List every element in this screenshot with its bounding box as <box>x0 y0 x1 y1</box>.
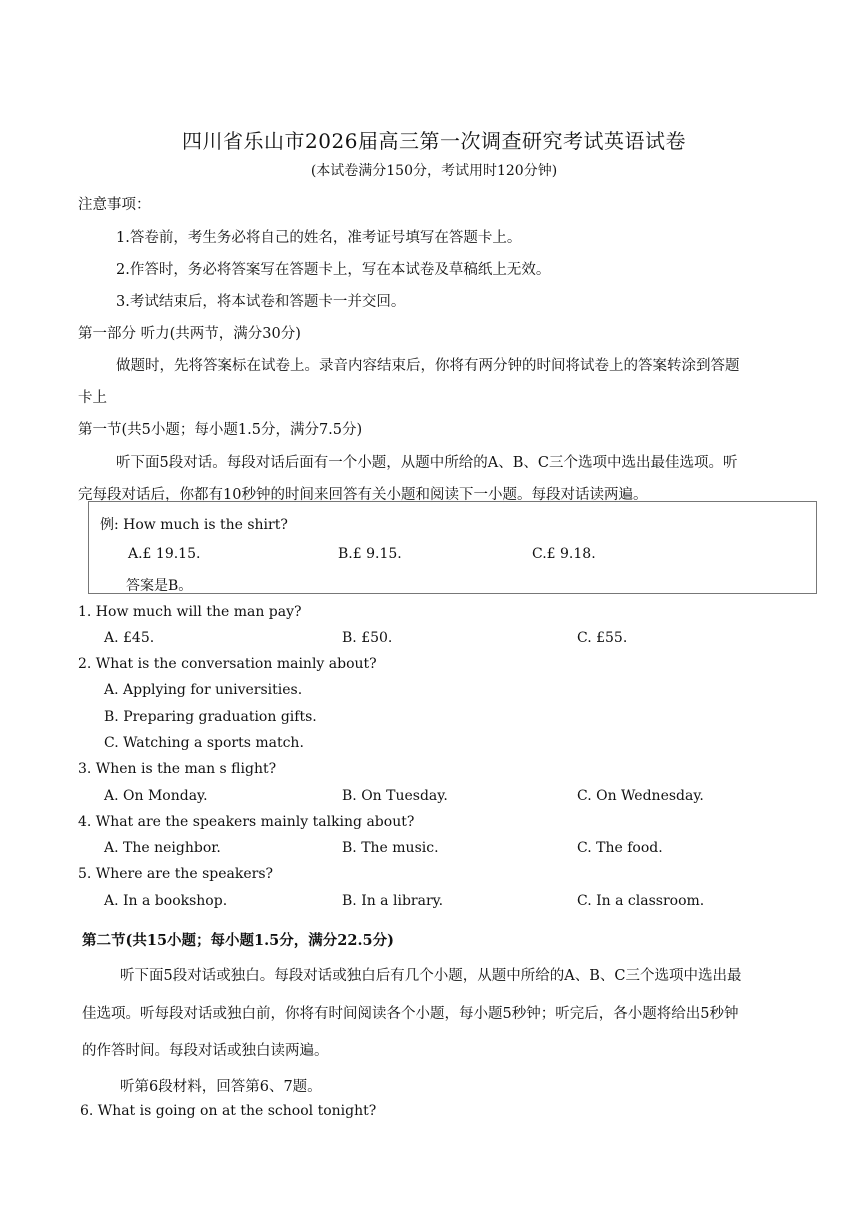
section2-instruction: 佳选项。听每段对话或独白前，你将有时间阅读各个小题，每小题5秒钟；听完后，各小题将给出5秒钟 <box>82 1006 739 1022</box>
option: A. On Monday. <box>104 788 208 804</box>
option: C. Watching a sports match. <box>104 735 304 751</box>
example-answer: 答案是B。 <box>126 578 193 594</box>
section2-heading: 第二节(共15小题；每小题1.5分，满分22.5分) <box>82 932 394 949</box>
note-item: 2.作答时，务必将答案写在答题卡上，写在本试卷及草稿纸上无效。 <box>116 262 551 278</box>
question: 5. Where are the speakers? <box>78 866 274 882</box>
part1-instruction: 卡上 <box>78 390 107 406</box>
option: A. £45. <box>104 630 155 646</box>
option: B. Preparing graduation gifts. <box>104 709 317 725</box>
option: A. In a bookshop. <box>104 893 228 909</box>
question: 1. How much will the man pay? <box>78 604 302 620</box>
section1-instruction: 完每段对话后，你都有10秒钟的时间来回答有关小题和阅读下一小题。每段对话读两遍。 <box>78 487 648 503</box>
question: 3. When is the man s flight? <box>78 761 277 777</box>
note-item: 3.考试结束后，将本试卷和答题卡一并交回。 <box>116 294 406 310</box>
option: C. £55. <box>577 630 628 646</box>
example-option: C.£ 9.18. <box>532 546 596 562</box>
question: 6. What is going on at the school tonight? <box>80 1103 377 1119</box>
page-subtitle: (本试卷满分150分，考试用时120分钟) <box>310 163 558 179</box>
question: 2. What is the conversation mainly about? <box>78 656 377 672</box>
option: B. On Tuesday. <box>342 788 448 804</box>
example-option: A.£ 19.15. <box>128 546 201 562</box>
notes-heading: 注意事项： <box>78 197 151 213</box>
option: A. Applying for universities. <box>104 682 303 698</box>
question: 4. What are the speakers mainly talking about? <box>78 814 415 830</box>
example-question: 例: How much is the shirt? <box>100 517 288 533</box>
option: B. The music. <box>342 840 439 856</box>
option: B. In a library. <box>342 893 444 909</box>
page-title: 四川省乐山市2026届高三第一次调查研究考试英语试卷 <box>182 129 686 153</box>
part1-heading: 第一部分 听力(共两节，满分30分) <box>78 326 301 342</box>
section2-instruction: 的作答时间。每段对话或独白读两遍。 <box>82 1043 329 1059</box>
option: C. In a classroom. <box>577 893 705 909</box>
example-option: B.£ 9.15. <box>338 546 402 562</box>
section1-heading: 第一节(共5小题；每小题1.5分，满分7.5分) <box>78 422 363 438</box>
part1-instruction: 做题时，先将答案标在试卷上。录音内容结束后，你将有两分钟的时间将试卷上的答案转涂到答题 <box>116 358 740 374</box>
section2-instruction: 听下面5段对话或独白。每段对话或独白后有几个小题，从题中所给的A、B、C三个选项中选出最 <box>120 968 742 984</box>
material-note: 听第6段材料，回答第6、7题。 <box>120 1079 322 1095</box>
option: A. The neighbor. <box>104 840 221 856</box>
option: C. The food. <box>577 840 663 856</box>
option: C. On Wednesday. <box>577 788 704 804</box>
option: B. £50. <box>342 630 393 646</box>
section1-instruction: 听下面5段对话。每段对话后面有一个小题，从题中所给的A、B、C三个选项中选出最佳选项。听 <box>116 455 738 471</box>
note-item: 1.答卷前，考生务必将自己的姓名，准考证号填写在答题卡上。 <box>116 230 522 246</box>
